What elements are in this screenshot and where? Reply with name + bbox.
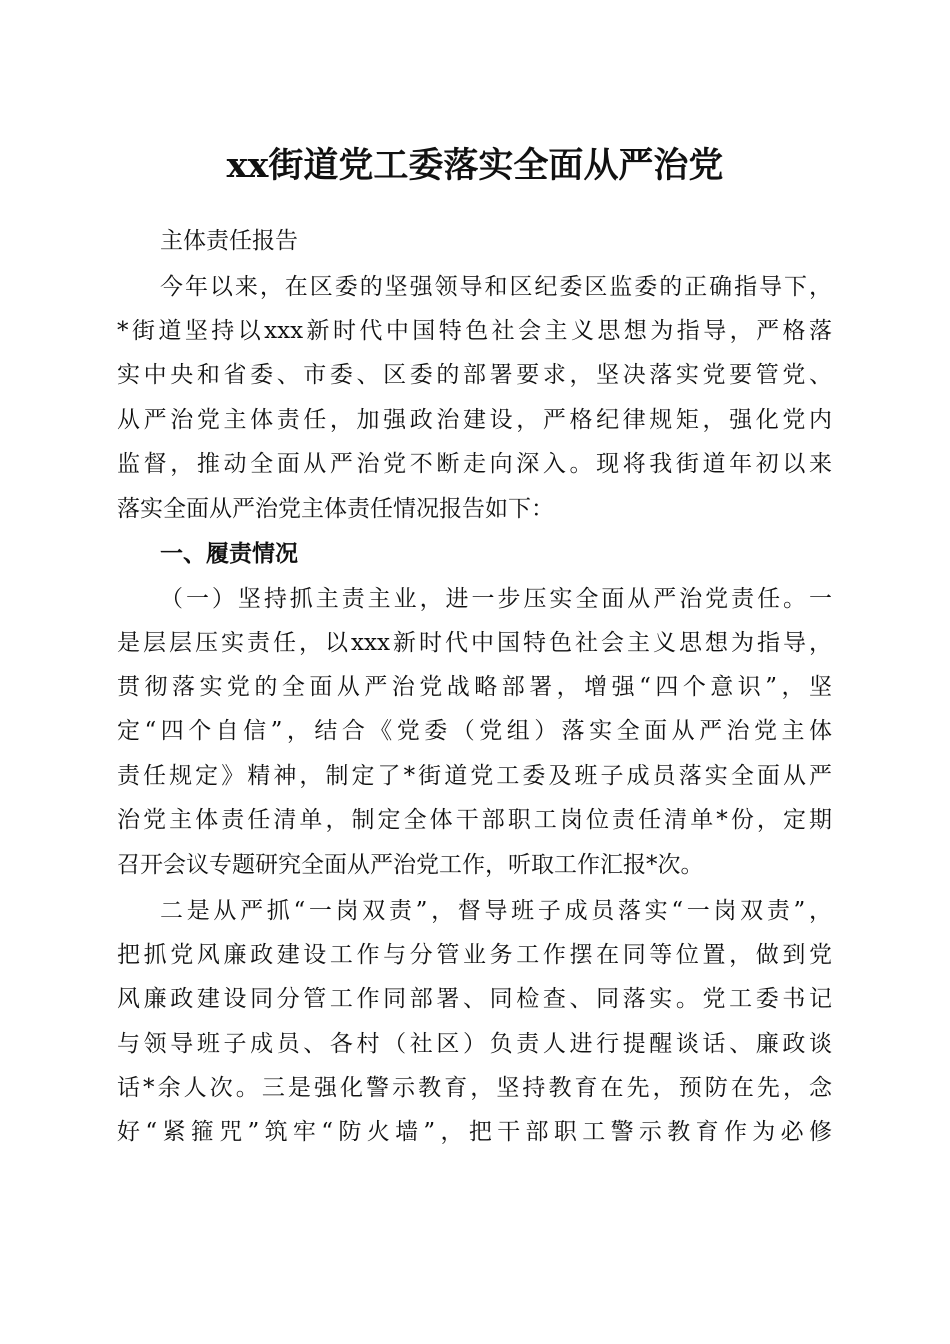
paragraph-line: 与领导班子成员、各村（社区）负责人进行提醒谈话、廉政谈: [117, 1031, 832, 1057]
paragraph-line: 实中央和省委、市委、区委的部署要求，坚决落实党要管党、: [117, 362, 832, 388]
paragraph-line: 监督，推动全面从严治党不断走向深入。现将我街道年初以来: [117, 451, 832, 477]
paragraph-line: 是层层压实责任，以xxx新时代中国特色社会主义思想为指导，: [117, 630, 832, 656]
paragraph-line: 责任规定》精神，制定了*街道党工委及班子成员落实全面从严: [117, 763, 832, 789]
document-title: xx街道党工委落实全面从严治党: [226, 145, 724, 186]
section-heading: 一、履责情况: [160, 540, 298, 567]
paragraph-line: 话*余人次。三是强化警示教育，坚持教育在先，预防在先，念: [117, 1075, 832, 1101]
paragraph-line: 今年以来，在区委的坚强领导和区纪委区监委的正确指导下，: [160, 274, 832, 300]
paragraph-line: *街道坚持以xxx新时代中国特色社会主义思想为指导，严格落: [117, 318, 832, 344]
paragraph-line: 主体责任报告: [160, 228, 298, 254]
paragraph-line: 好“紧箍咒”筑牢“防火墙”，把干部职工警示教育作为必修: [117, 1119, 832, 1145]
paragraph-line: 治党主体责任清单，制定全体干部职工岗位责任清单*份，定期: [117, 807, 832, 833]
paragraph-line: 风廉政建设同分管工作同部署、同检查、同落实。党工委书记: [117, 986, 832, 1012]
paragraph-line: （一）坚持抓主责主业，进一步压实全面从严治党责任。一: [160, 586, 832, 612]
paragraph-line: 召开会议专题研究全面从严治党工作，听取工作汇报*次。: [117, 852, 704, 878]
paragraph-line: 把抓党风廉政建设工作与分管业务工作摆在同等位置，做到党: [117, 942, 832, 968]
paragraph-line: 贯彻落实党的全面从严治党战略部署，增强“四个意识”，坚: [117, 674, 832, 700]
paragraph-line: 定“四个自信”，结合《党委（党组）落实全面从严治党主体: [117, 718, 832, 744]
paragraph-line: 从严治党主体责任，加强政治建设，严格纪律规矩，强化党内: [117, 407, 832, 433]
paragraph-line: 二是从严抓“一岗双责”，督导班子成员落实“一岗双责”，: [160, 898, 832, 924]
paragraph-line: 落实全面从严治党主体责任情况报告如下：: [117, 496, 554, 522]
